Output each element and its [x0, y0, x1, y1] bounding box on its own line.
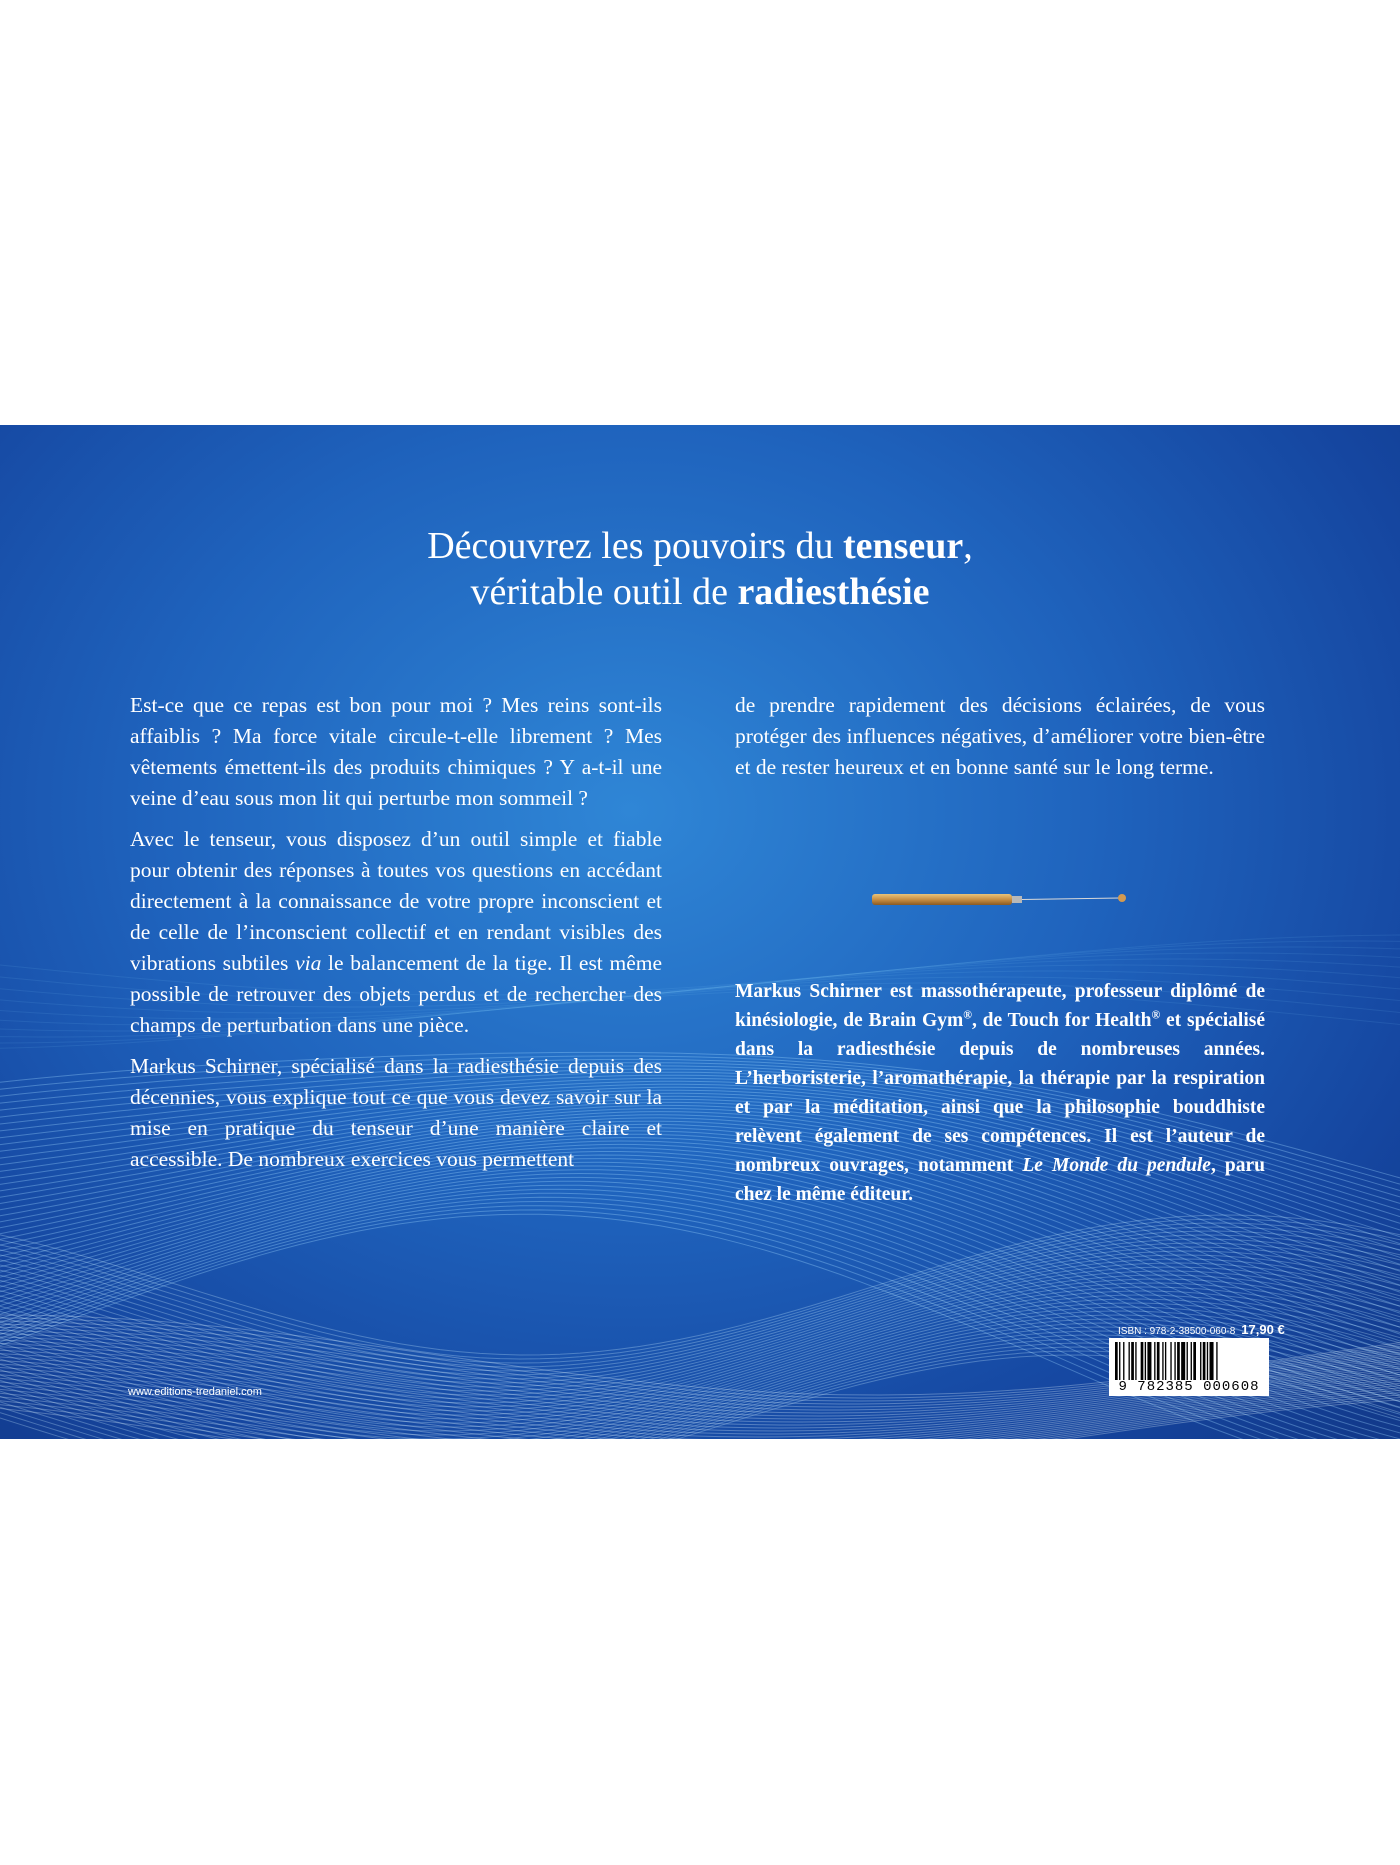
barcode-digits: 9 782385 000608: [1109, 1380, 1269, 1395]
barcode: [1109, 1338, 1269, 1396]
headline-line-1: Découvrez les pouvoirs du tenseur,: [427, 525, 973, 567]
price-text: 17,90 €: [1241, 1322, 1285, 1337]
back-cover: [0, 425, 1400, 1439]
paragraph-author-intro: Markus Schirner, spécialisé dans la radiesthésie depuis des décennies, vous explique tout ce que vous devez savoir sur la mise en pratique du tenseur d’une manière claire et accessible. De nombreux exercices vous permettent: [130, 1054, 662, 1171]
right-column: [735, 690, 1265, 793]
paragraph-tensor-description: Avec le tenseur, vous disposez d’un outil simple et fiable pour obtenir des réponses à toutes vos questions en accédant directement à la connaissance de votre propre inconscient et de celle de l’inconscient collectif et en rendant visibles des vibrations subtiles via le balancement de la tige. Il est même possible de retrouver des objets perdus et de rechercher des champs de perturbation dans une pièce.: [130, 827, 663, 1037]
author-biography: Markus Schirner est massothérapeute, professeur diplômé de kinésiologie, de Brain Gym®, de Touch for Health® et spécialisé dans la radiesthésie depuis de nombreuses années. L’herboristerie, l’aromathérapie, la thérapie par la respiration et par la méditation, ainsi que la philosophie bouddhiste relèvent également de ses compétences. Il est l’auteur de nombreux ouvrages, notamment Le Monde du pendule, paru chez le même éditeur.: [735, 981, 1265, 1205]
paragraph-continuation: de prendre rapidement des décisions éclairées, de vous protéger des influences négatives, d’améliorer votre bien-être et de rester heureux et en bonne santé sur le long terme.: [735, 693, 1265, 779]
isbn-price-line: [1118, 1322, 1285, 1337]
publisher-website-link[interactable]: www.editions-tredaniel.com: [128, 1386, 262, 1398]
tensor-rod-image: [870, 887, 1135, 913]
barcode-bars: [1113, 1342, 1265, 1380]
left-column: [130, 690, 662, 1185]
isbn-text: ISBN : 978-2-38500-060-8: [1118, 1326, 1236, 1337]
headline-line-2: véritable outil de radiesthésie: [470, 571, 930, 613]
paragraph-questions: Est-ce que ce repas est bon pour moi ? Mes reins sont-ils affaiblis ? Ma force vitale circule-t-elle librement ? Mes vêtements émettent-ils des produits chimiques ? Y a-t-il une veine d’eau sous mon lit qui perturbe mon sommeil ?: [130, 693, 662, 810]
